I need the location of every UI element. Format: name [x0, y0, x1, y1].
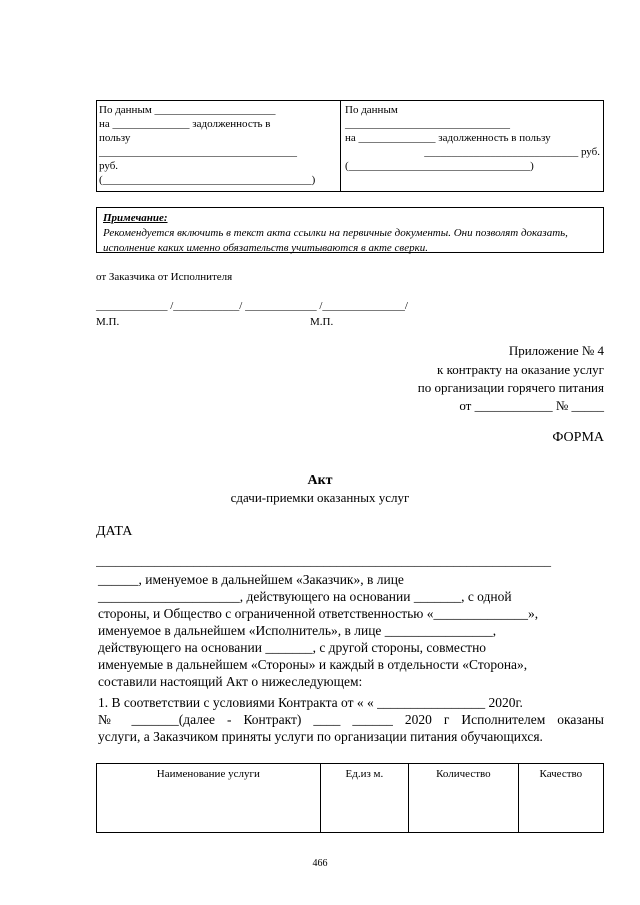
clause-line1: 1. В соответствии с условиями Контракта от « « ________________ 2020г.: [98, 695, 523, 710]
left-line3: пользу: [99, 132, 131, 144]
body-line: стороны, и Общество с ограниченной ответственностью «______________»,: [98, 606, 539, 621]
clause-line3: услуги, а Заказчиком приняты услуги по организации питания обучающихся.: [98, 729, 543, 744]
note-title: Примечание:: [103, 212, 168, 224]
right-line4: ____________________________ руб.: [424, 146, 600, 158]
left-line5: руб.: [99, 160, 119, 172]
appendix-line4: от ____________ № _____: [459, 398, 604, 413]
table-header-row: [97, 764, 604, 833]
signatures-line: _____________ /____________/ _____________ /_______________/: [96, 300, 408, 312]
appendix-line2: к контракту на оказание услуг: [437, 362, 604, 377]
right-line5: (_________________________________): [345, 160, 534, 172]
left-line2: на ______________ задолженность в: [99, 118, 271, 130]
body-line: именуемое в дальнейшем «Исполнитель», в лице ________________,: [98, 623, 497, 638]
blank-line: ______________________________________________________________________: [96, 553, 551, 568]
reconciliation-right: [345, 103, 600, 173]
reconciliation-left: [99, 103, 337, 187]
right-line3: на ______________ задолженность в пользу: [345, 132, 551, 144]
act-subtitle: сдачи-приемки оказанных услуг: [230, 490, 410, 505]
right-line1: По данным: [345, 104, 398, 116]
right-line2: ______________________________: [345, 118, 510, 130]
note-text: Рекомендуется включить в текст акта ссылки на первичные документы. Они позволят доказать, исполнение каких именно обязательств учитываются в акте сверки.: [103, 227, 568, 254]
date-label: ДАТА: [96, 524, 133, 539]
services-table: [96, 763, 604, 833]
appendix-line1: Приложение № 4: [508, 343, 604, 358]
body-line: действующего на основании _______, с другой стороны, совместно: [98, 640, 487, 655]
table-header-cell: Наименование услуги: [97, 764, 321, 833]
form-label: ФОРМА: [552, 430, 604, 445]
table-header-cell: Качество: [518, 764, 603, 833]
note-box: [96, 207, 604, 253]
left-line6: (______________________________________): [99, 174, 316, 186]
body-line: ______, именуемое в дальнейшем «Заказчик», в лице: [98, 572, 404, 587]
signatures-caption: от Заказчика от Исполнителя: [96, 271, 233, 283]
clause-1: [98, 694, 604, 745]
body-line: составили настоящий Акт о нижеследующем:: [98, 674, 363, 689]
left-line4: ____________________________________: [99, 146, 297, 158]
body-line: именуемые в дальнейшем «Стороны» и каждый в отдельности «Сторона»,: [98, 657, 528, 672]
table-header-cell: Ед.из м.: [320, 764, 408, 833]
table-header-cell: Количество: [409, 764, 519, 833]
stamp-right: М.П.: [310, 316, 334, 328]
body-line: _____________________, действующего на основании _______, с одной: [98, 589, 512, 604]
act-title: Акт: [307, 473, 333, 488]
appendix-line3: по организации горячего питания: [417, 380, 604, 395]
act-body: [98, 571, 604, 690]
stamp-left: М.П.: [96, 316, 120, 328]
clause-line2: № _______(далее - Контракт) ____ ______ 2020 г Исполнителем оказаны: [98, 712, 604, 727]
page-number: 466: [312, 858, 328, 869]
left-line1: По данным ______________________: [99, 104, 276, 116]
